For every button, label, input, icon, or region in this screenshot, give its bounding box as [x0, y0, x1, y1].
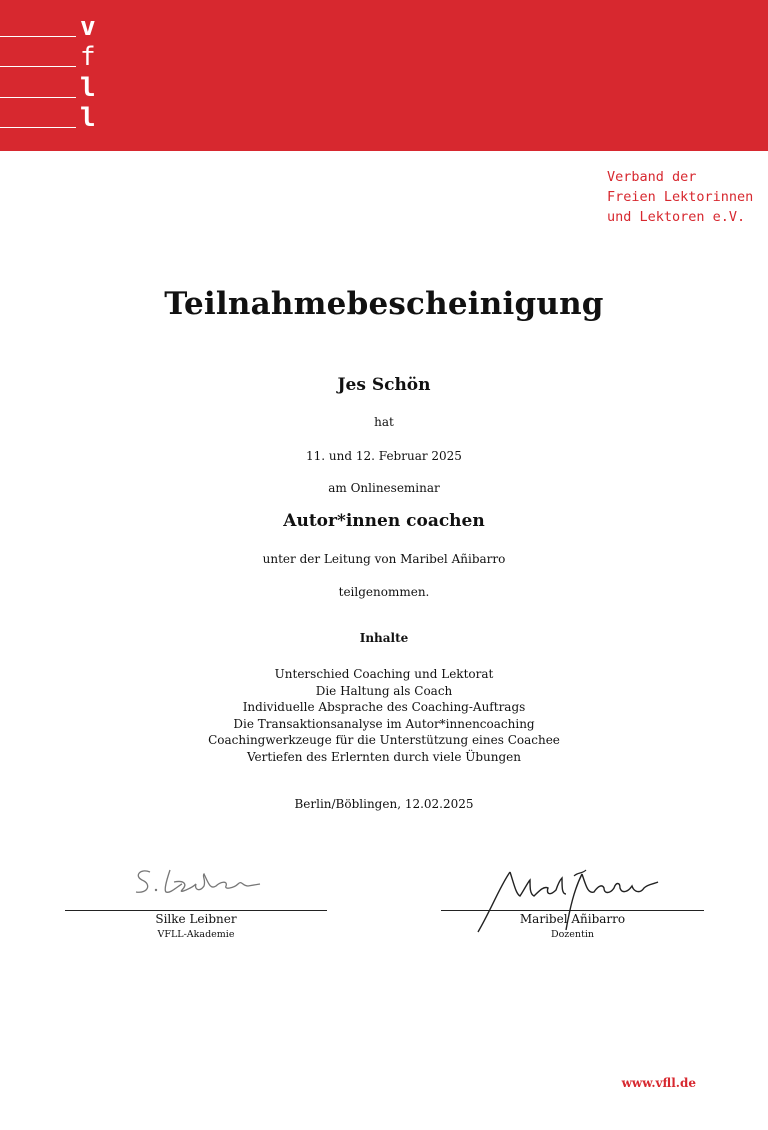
- place-date: Berlin/Böblingen, 12.02.2025: [294, 797, 474, 811]
- organization-line: und Lektoren e.V.: [607, 209, 746, 225]
- signature-line: [65, 910, 327, 911]
- logo-letter-l-2: l: [80, 103, 96, 133]
- certificate-title: Teilnahmebescheinigung: [164, 286, 604, 322]
- text-hat: hat: [374, 415, 394, 429]
- logo-rule: [0, 66, 76, 67]
- logo-rule: [0, 97, 76, 98]
- seminar-dates: 11. und 12. Februar 2025: [306, 449, 462, 463]
- signature-line: [441, 910, 704, 911]
- website-link[interactable]: www.vfll.de: [621, 1076, 696, 1090]
- organization-line: Freien Lektorinnen: [607, 189, 754, 205]
- contents-item: Coachingwerkzeuge für die Unterstützung eines Coachee: [208, 733, 560, 747]
- seminar-format: am Onlineseminar: [328, 481, 440, 495]
- signature-leibner-image: [130, 862, 270, 902]
- logo-letter-l: l: [80, 73, 96, 103]
- contents-item: Die Haltung als Coach: [315, 683, 453, 698]
- logo-rule: [0, 36, 76, 37]
- contents-item: Die Transaktionsanalyse im Autor*innencoaching: [233, 716, 535, 731]
- logo-letter-v: v: [80, 12, 96, 42]
- contents-item: Individuelle Absprache des Coaching-Auftrags: [242, 700, 526, 714]
- contents-heading: Inhalte: [359, 631, 409, 645]
- instructor-line: unter der Leitung von Maribel Añibarro: [262, 552, 506, 566]
- signatory-role-1: VFLL-Akademie: [157, 929, 235, 940]
- seminar-title: Autor*innen coachen: [283, 511, 485, 531]
- organization-line: Verband der: [607, 169, 697, 185]
- header-banner: [0, 0, 768, 151]
- logo-letter-f: f: [80, 42, 96, 72]
- contents-list: [0, 666, 768, 765]
- signatory-name-2: Maribel Añibarro: [519, 912, 626, 926]
- closing-text: teilgenommen.: [338, 585, 430, 599]
- signatory-name-1: Silke Leibner: [155, 912, 237, 926]
- contents-item: Unterschied Coaching und Lektorat: [274, 667, 494, 681]
- logo-rule: [0, 127, 76, 128]
- organization-name: [607, 167, 753, 227]
- participant-name: Jes Schön: [337, 375, 431, 395]
- signatory-role-2: Dozentin: [550, 929, 595, 940]
- contents-item: Vertiefen des Erlernten durch viele Übungen: [246, 749, 522, 764]
